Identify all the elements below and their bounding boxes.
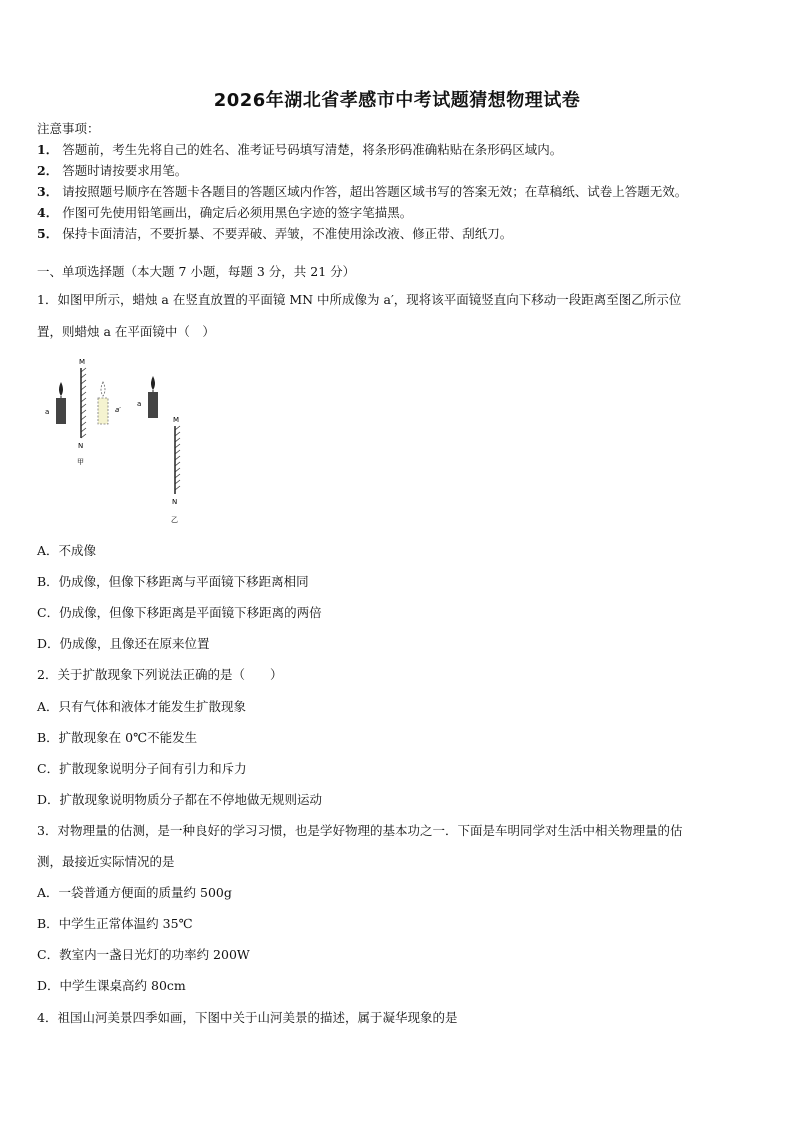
notice-item-text: 作图可先使用铅笔画出，确定后必须用黑色字迹的签字笔描黑。 [62, 205, 413, 220]
question-2-line-1: 2．关于扩散现象下列说法正确的是（ ） [37, 667, 283, 682]
question-1-line-2: 置，则蜡烛 a 在平面镜中（ ） [37, 324, 215, 339]
candle-a-body [56, 398, 66, 424]
label-a-yi: a [137, 400, 142, 408]
question-1-line-1: 1．如图甲所示，蜡烛 a 在竖直放置的平面镜 MN 中所成像为 a′，现将该平面镜竖直向下移动一段距离至图乙所示位 [37, 292, 682, 307]
question-3-option-a: A．一袋普通方便面的质量约 500g [37, 885, 232, 900]
label-a-prime: a′ [115, 406, 121, 414]
notice-item-text: 保持卡面清洁，不要折暴、不要弄破、弄皱，不准使用涂改液、修正带、刮纸刀。 [62, 226, 513, 241]
label-yi: 乙 [171, 516, 178, 524]
notice-item-text: 答题前，考生先将自己的姓名、准考证号码填写清楚，将条形码准确粘贴在条形码区域内。 [62, 142, 563, 157]
candle-image-a-prime [98, 398, 108, 424]
question-3-line-1: 3．对物理量的估测，是一种良好的学习习惯，也是学好物理的基本功之一．下面是车明同学对生活中相关物理量的估 [37, 823, 683, 838]
notice-item-text: 请按照题号顺序在答题卡各题目的答题区域内作答，超出答题区域书写的答案无效；在草稿纸、试卷上答题无效。 [62, 184, 688, 199]
notice-item [37, 181, 767, 202]
notice-item-number: 4． [37, 205, 59, 220]
mirror-candle-diagram [37, 352, 197, 528]
notice-block [37, 118, 767, 244]
label-n-yi: N [172, 498, 178, 506]
question-1-figure [37, 352, 197, 528]
image-flame-icon [101, 382, 105, 396]
candle-a-body-yi [148, 392, 158, 418]
label-m-jia: M [79, 358, 86, 366]
section-title: 一、单项选择题（本大题 7 小题，每题 3 分，共 21 分） [37, 264, 356, 279]
question-2-option-b: B．扩散现象在 0℃不能发生 [37, 730, 198, 745]
notice-item-number: 5． [37, 226, 59, 241]
label-n-jia: N [78, 442, 84, 450]
question-3-option-b: B．中学生正常体温约 35℃ [37, 916, 193, 931]
question-3-option-c: C．教室内一盏日光灯的功率约 200W [37, 947, 250, 962]
label-m-yi: M [173, 416, 180, 424]
question-3-option-d: D．中学生课桌高约 80cm [37, 978, 186, 993]
notice-item-number: 1． [37, 142, 59, 157]
page-title: 2026年湖北省孝感市中考试题猜想物理试卷 [213, 90, 581, 111]
question-1-option-a: A．不成像 [37, 543, 97, 558]
notice-item-number: 2． [37, 163, 59, 178]
notice-heading: 注意事项： [37, 121, 100, 136]
notice-item [37, 202, 767, 223]
question-2-option-a: A．只有气体和液体才能发生扩散现象 [37, 699, 247, 714]
question-2-option-c: C．扩散现象说明分子间有引力和斥力 [37, 761, 247, 776]
notice-item-number: 3． [37, 184, 59, 199]
question-1-option-b: B．仍成像，但像下移距离与平面镜下移距离相同 [37, 574, 309, 589]
notice-item-text: 答题时请按要求用笔。 [62, 163, 188, 178]
notice-item [37, 160, 767, 181]
question-1-option-c: C．仍成像，但像下移距离是平面镜下移距离的两倍 [37, 605, 322, 620]
notice-item [37, 223, 767, 244]
notice-item [37, 139, 767, 160]
label-jia: 甲 [77, 458, 84, 466]
candle-flame-icon [59, 382, 63, 396]
question-3-line-2: 测，最接近实际情况的是 [37, 854, 175, 869]
candle-flame-icon [151, 376, 155, 390]
question-4-line-1: 4．祖国山河美景四季如画，下图中关于山河美景的描述，属于凝华现象的是 [37, 1010, 458, 1025]
question-1-option-d: D．仍成像，且像还在原来位置 [37, 636, 210, 651]
label-a-jia: a [45, 408, 50, 416]
question-2-option-d: D．扩散现象说明物质分子都在不停地做无规则运动 [37, 792, 323, 807]
